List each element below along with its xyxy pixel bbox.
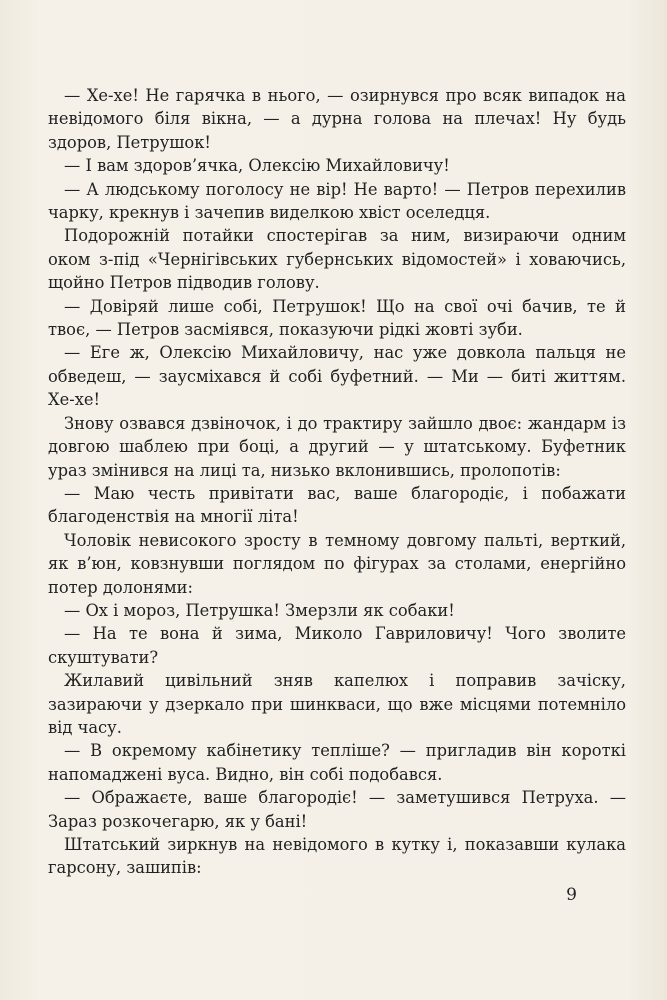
paragraph: Знову озвався дзвіночок, і до трактиру зайшло двоє: жандарм із довгою шаблею при боці, а другий — у штатському. Буфетник ураз змінився на лиці та, низько вклонившись, пролопотів:	[48, 413, 626, 480]
paragraph: — Маю честь привітати вас, ваше благородіє, і побажати благоденствія на многії літа!	[48, 483, 626, 527]
paragraph: — Довіряй лише собі, Петрушок! Що на свої очі бачив, те й твоє, — Петров засміявся, показуючи рідкі жовті зуби.	[48, 296, 626, 340]
paragraph: — А людському поголосу не вір! Не варто! — Петров перехилив чарку, крекнув і зачепив виделкою хвіст оселедця.	[48, 179, 626, 223]
paragraph: Жилавий цивільний зняв капелюх і поправив зачіску, зазираючи у дзеркало при шинкваси, що вже місцями потемніло від часу.	[48, 671, 626, 737]
paragraph: Штатський зиркнув на невідомого в кутку і, показавши кулака гарсону, зашипів:	[48, 835, 626, 878]
paragraph: — І вам здоров’ячка, Олексію Михайловичу!	[64, 156, 450, 176]
paragraph: Чоловік невисокого зросту в темному довгому пальті, верткий, як в’юн, ковзнувши поглядом по фігурах за столами, енергійно потер долонями:	[48, 530, 626, 597]
body-text	[48, 84, 626, 880]
paragraph: — Еге ж, Олексію Михайловичу, нас уже довкола пальця не обведеш, — заусміхався й собі буфетний. — Ми — биті життям. Хе-хе!	[48, 343, 626, 410]
paragraph: — Ображаєте, ваше благородіє! — заметушився Петруха. — Зараз розкочегарю, як у бані!	[48, 788, 626, 831]
paragraph: — В окремому кабінетику тепліше? — пригладив він короткі напомаджені вуса. Видно, він собі подобався.	[48, 741, 626, 784]
paragraph: — Хе-хе! Не гарячка в нього, — озирнувся про всяк випадок на невідомого біля вікна, — а дурна голова на плечах! Ну будь здоров, Петрушок!	[48, 86, 626, 152]
paragraph: — Ох і мороз, Петрушка! Змерзли як собаки!	[64, 600, 455, 620]
paragraph: — На те вона й зима, Миколо Гавриловичу! Чого зволите скуштувати?	[48, 624, 626, 667]
paragraph: Подорожній потайки спостерігав за ним, визираючи одним оком з-під «Чернігівських губернських відомостей» і ховаючись, щойно Петров підводив голову.	[48, 226, 626, 293]
page-number: 9	[566, 885, 577, 905]
